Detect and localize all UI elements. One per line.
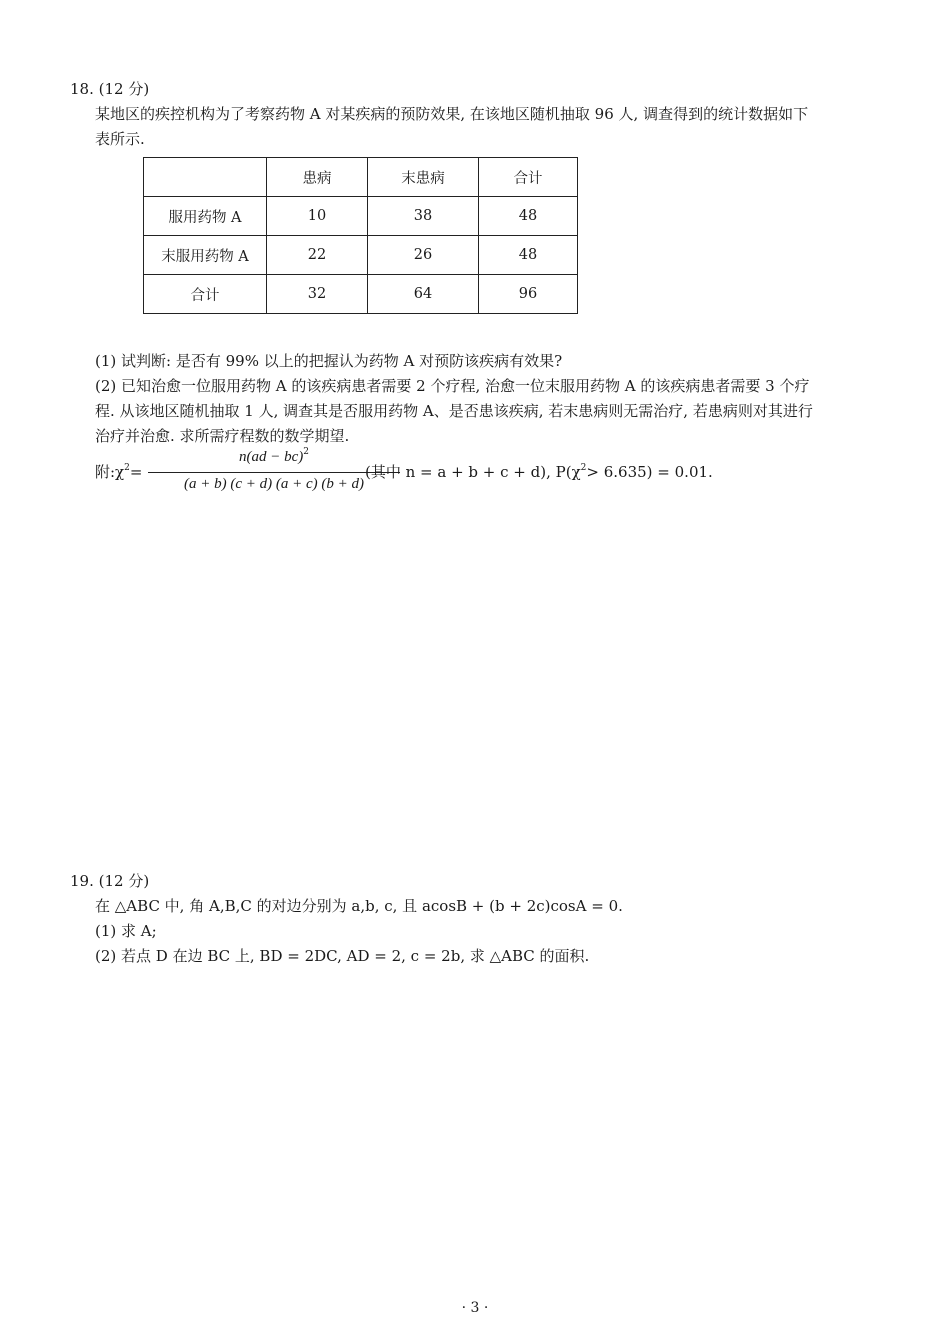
q18-data-table bbox=[143, 157, 578, 314]
table-row bbox=[144, 275, 578, 314]
table-cell: 48 bbox=[479, 236, 578, 275]
superscript-2: 2 bbox=[124, 463, 130, 473]
table-cell: 服用药物 A bbox=[144, 197, 267, 236]
table-cell: 38 bbox=[368, 197, 479, 236]
q18-part2-line1: (2) 已知治愈一位服用药物 A 的该疾病患者需要 2 个疗程, 治愈一位末服用药物 A 的该疾病患者需要 3 个疗 bbox=[95, 377, 810, 395]
table-cell: 48 bbox=[479, 197, 578, 236]
q19-number: 19. (12 分) bbox=[70, 872, 150, 890]
q19-stem: 在 △ABC 中, 角 A,B,C 的对边分别为 a,b, c, 且 acosB + (b + 2c)cosA = 0. bbox=[95, 897, 623, 915]
table-cell: 64 bbox=[368, 275, 479, 314]
q18-stem-line1: 某地区的疾控机构为了考察药物 A 对某疾病的预防效果, 在该地区随机抽取 96 人, 调查得到的统计数据如下 bbox=[95, 105, 809, 123]
formula-numerator: n(ad − bc)$^2$ bbox=[238, 447, 309, 465]
table-cell: 10 bbox=[267, 197, 368, 236]
q18-number: 18. (12 分) bbox=[70, 80, 150, 98]
table-cell: 末服用药物 A bbox=[144, 236, 267, 275]
table-header-cell: 患病 bbox=[267, 158, 368, 197]
table-cell: 合计 bbox=[144, 275, 267, 314]
appendix-eq: = bbox=[129, 463, 143, 481]
page-number: · 3 · bbox=[461, 1300, 489, 1316]
table-cell: 22 bbox=[267, 236, 368, 275]
table-cell: 32 bbox=[267, 275, 368, 314]
table-header-row bbox=[144, 158, 578, 197]
q18-part2-line3: 治疗并治愈. 求所需疗程数的数学期望. bbox=[95, 427, 350, 445]
q18-part2-line2: 程. 从该地区随机抽取 1 人, 调查其是否服用药物 A、是否患该疾病, 若末患病则无需治疗, 若患病则对其进行 bbox=[95, 402, 813, 420]
table-cell: 26 bbox=[368, 236, 479, 275]
formula-note: (其中 n = a + b + c + d), $P(\chi^2> 6.635) = 0.01$. bbox=[365, 463, 713, 481]
fraction-bar bbox=[148, 472, 400, 473]
formula-note-part2: > 6.635) = 0.01. bbox=[586, 463, 713, 481]
q18-part1: (1) 试判断: 是否有 99% 以上的把握认为药物 A 对预防该疾病有效果? bbox=[95, 352, 563, 370]
q19-part1: (1) 求 A; bbox=[95, 922, 157, 940]
formula-note-part1: (其中 n = a + b + c + d), P(χ bbox=[365, 463, 581, 481]
q19-part2: (2) 若点 D 在边 BC 上, BD = 2DC, AD = 2, c = 2b, 求 △ABC 的面积. bbox=[95, 947, 590, 965]
table-header-cell: 合计 bbox=[479, 158, 578, 197]
table-row bbox=[144, 197, 578, 236]
table-cell: 96 bbox=[479, 275, 578, 314]
table-header-cell bbox=[144, 158, 267, 197]
table-row bbox=[144, 236, 578, 275]
formula-denominator: (a + b) (c + d) (a + c) (b + d) bbox=[183, 476, 364, 492]
q18-stem-line2: 表所示. bbox=[95, 130, 145, 148]
appendix-label bbox=[95, 461, 142, 483]
table-header-cell: 末患病 bbox=[368, 158, 479, 197]
appendix-label-text: 附:χ bbox=[95, 463, 125, 481]
